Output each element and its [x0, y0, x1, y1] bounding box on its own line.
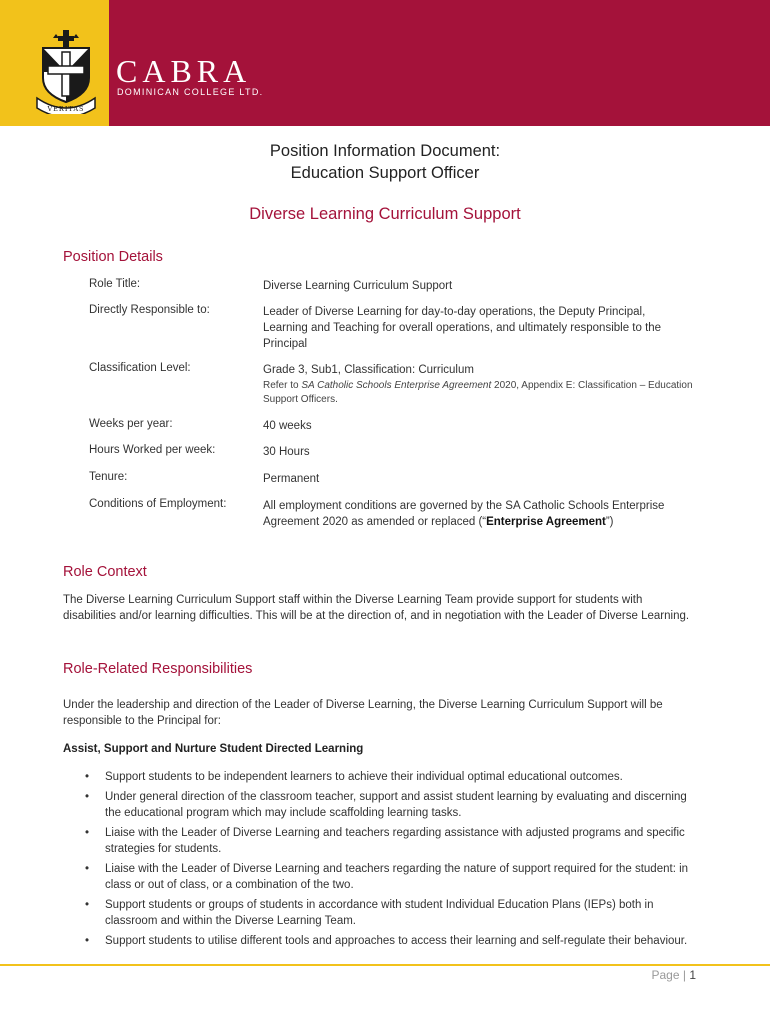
bullet-icon: •: [85, 899, 90, 911]
list-item-text: Liaise with the Leader of Diverse Learning and teachers regarding the nature of support required for the student: in class or out of class, or a combination of the two.: [105, 863, 689, 891]
list-item-text: Support students to utilise different tools and approaches to access their learning and self-regulate their behaviour.: [105, 935, 688, 947]
svg-text:VERITAS: VERITAS: [47, 105, 85, 113]
page-number: [651, 968, 696, 982]
detail-value-block: [263, 362, 693, 407]
detail-value: 30 Hours: [263, 446, 310, 458]
detail-label: Directly Responsible to:: [89, 304, 210, 316]
responsibilities-intro: Under the leadership and direction of the Leader of Diverse Learning, the Diverse Learning Curriculum Support will be responsible to the Principal for:: [63, 699, 663, 727]
document-title-line-2: Education Support Officer: [290, 164, 480, 182]
list-item-text: Support students or groups of students in accordance with student Individual Education Plans (IEPs) both in classroom and within the Diverse Learning Team.: [105, 899, 654, 927]
responsibilities-subheading: Assist, Support and Nurture Student Directed Learning: [63, 743, 364, 755]
position-details-heading: Position Details: [63, 249, 163, 265]
page-separator: |: [682, 968, 686, 982]
document-subtitle: Diverse Learning Curriculum Support: [249, 205, 521, 223]
conditions-text: All employment conditions are governed by the SA Catholic Schools Enterprise Agreement 2020 as amended or replaced (“: [263, 500, 665, 528]
list-item-text: Under general direction of the classroom teacher, support and assist student learning by evaluating and discerning the educational program which may include scaffolding learning tasks.: [105, 791, 687, 819]
footer-divider: [0, 964, 770, 966]
note-agreement-title: SA Catholic Schools Enterprise Agreement: [301, 380, 492, 391]
bullet-icon: •: [85, 771, 90, 783]
detail-value: 40 weeks: [263, 420, 312, 432]
detail-label: Classification Level:: [89, 362, 191, 374]
classification-note: [263, 379, 693, 407]
brand-subtitle: DOMINICAN COLLEGE LTD.: [117, 87, 264, 97]
conditions-end: ”): [605, 516, 614, 528]
detail-label: Role Title:: [89, 278, 141, 290]
detail-value: Leader of Diverse Learning for day-to-day operations, the Deputy Principal, Learning and Teaching for overall operations, and ultimately responsible to the Principal: [263, 306, 662, 350]
detail-label: Tenure:: [89, 471, 128, 483]
bullet-icon: •: [85, 791, 90, 803]
role-context-heading: Role Context: [63, 564, 147, 580]
page-label: Page: [651, 968, 680, 982]
document-title: [0, 140, 770, 184]
detail-value: Grade 3, Sub1, Classification: Curriculum: [263, 364, 474, 376]
detail-value: [263, 498, 693, 530]
detail-label: Conditions of Employment:: [89, 498, 227, 510]
conditions-defined-term: Enterprise Agreement: [486, 516, 606, 528]
college-crest-icon: [33, 28, 99, 114]
bullet-icon: •: [85, 935, 90, 947]
detail-label: Weeks per year:: [89, 418, 173, 430]
note-suffix: 2020, Appendix E: Classification – Education Support Officers.: [263, 380, 693, 405]
document-title-line-1: Position Information Document:: [269, 142, 501, 160]
list-item-text: Support students to be independent learners to achieve their individual optimal educational outcomes.: [105, 771, 623, 783]
brand-name: CABRA: [116, 53, 252, 89]
detail-value: Diverse Learning Curriculum Support: [263, 280, 453, 292]
bullet-icon: •: [85, 827, 90, 839]
role-context-text: The Diverse Learning Curriculum Support staff within the Diverse Learning Team provide support for students with disabilities and/or learning difficulties. This will be at the direction of, and in negotiation with the Leader of Diverse Learning.: [63, 594, 690, 622]
page-number-value: 1: [689, 968, 696, 982]
list-item-text: Liaise with the Leader of Diverse Learning and teachers regarding assistance with adjusted programs and specific strategies for students.: [105, 827, 685, 855]
bullet-icon: •: [85, 863, 90, 875]
responsibilities-heading: Role-Related Responsibilities: [63, 661, 253, 677]
detail-label: Hours Worked per week:: [89, 444, 216, 456]
note-prefix: Refer to: [263, 380, 302, 391]
detail-value: Permanent: [263, 473, 320, 485]
